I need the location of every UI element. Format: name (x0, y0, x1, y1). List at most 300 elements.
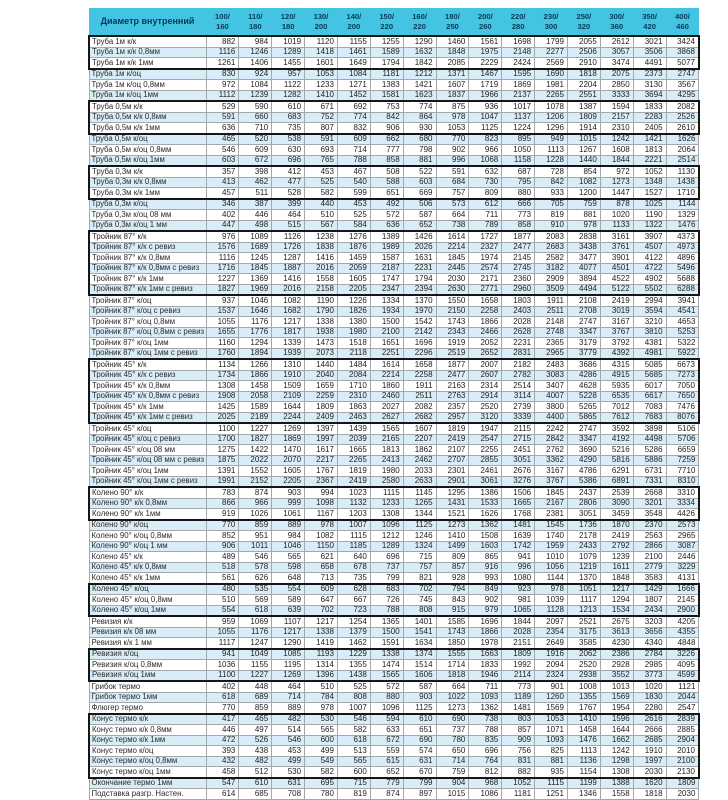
price-cell: 1607 (436, 80, 469, 91)
column-header: 160/ 220 (403, 8, 436, 36)
table-row (89, 616, 699, 627)
price-cell: 3907 (633, 231, 666, 242)
price-cell: 3019 (600, 306, 633, 317)
price-cell: 1195 (272, 660, 305, 671)
price-cell: 770 (436, 134, 469, 145)
price-cell: 4491 (633, 58, 666, 69)
price-cell: 1176 (239, 627, 272, 638)
price-cell: 1421 (633, 134, 666, 145)
price-cell: 489 (206, 552, 239, 563)
price-cell: 858 (370, 155, 403, 166)
price-cell: 2424 (502, 58, 535, 69)
row-label: Конус термо к/к 1мм (89, 735, 206, 746)
price-cell: 525 (305, 177, 338, 188)
price-cell: 2386 (600, 649, 633, 660)
price-cell: 2707 (436, 455, 469, 466)
price-cell: 1273 (436, 703, 469, 714)
price-cell: 735 (272, 123, 305, 134)
price-cell: 1827 (206, 284, 239, 295)
price-cell: 4896 (666, 253, 699, 264)
price-cell: 6291 (600, 466, 633, 477)
price-cell: 464 (272, 210, 305, 221)
price-cell: 2157 (600, 112, 633, 123)
price-cell: 984 (239, 36, 272, 47)
price-cell: 2403 (502, 306, 535, 317)
price-cell: 3594 (633, 306, 666, 317)
price-cell: 4077 (567, 263, 600, 274)
price-cell: 715 (337, 778, 370, 789)
price-cell: 696 (370, 552, 403, 563)
price-cell: 1282 (272, 90, 305, 101)
row-label: Ревизия к/оц 1мм (89, 670, 206, 681)
price-cell: 1137 (502, 112, 535, 123)
price-cell: 1908 (206, 391, 239, 402)
price-cell: 2373 (633, 69, 666, 80)
price-cell: 1271 (337, 80, 370, 91)
price-cell: 482 (239, 756, 272, 767)
price-cell: 2171 (469, 274, 502, 285)
row-label: Труба 0,3м к/оц (89, 199, 206, 210)
price-cell: 1877 (502, 231, 535, 242)
price-cell: 902 (436, 145, 469, 156)
price-cell: 398 (239, 166, 272, 177)
price-cell: 957 (272, 69, 305, 80)
price-cell: 3694 (633, 90, 666, 101)
price-cell: 937 (206, 295, 239, 306)
price-cell: 1266 (239, 359, 272, 370)
row-label: Труба 0,3м к/к 0,8мм (89, 177, 206, 188)
table-row (89, 455, 699, 466)
price-cell: 1046 (239, 295, 272, 306)
price-cell: 1115 (535, 778, 568, 789)
price-cell: 2519 (436, 348, 469, 359)
price-cell: 3767 (535, 476, 568, 487)
price-cell: 1155 (239, 660, 272, 671)
price-cell: 2354 (535, 627, 568, 638)
price-cell: 387 (239, 199, 272, 210)
price-cell: 915 (436, 605, 469, 616)
table-row (89, 231, 699, 242)
table-row (89, 498, 699, 509)
price-cell: 591 (206, 112, 239, 123)
price-cell: 1199 (567, 778, 600, 789)
price-cell: 1605 (272, 466, 305, 477)
price-cell: 784 (305, 692, 338, 703)
price-cell: 1084 (239, 80, 272, 91)
table-row (89, 263, 699, 274)
price-cell: 565 (272, 552, 305, 563)
price-cell: 773 (502, 210, 535, 221)
price-cell: 809 (436, 552, 469, 563)
table-row (89, 58, 699, 69)
price-cell: 1934 (370, 306, 403, 317)
row-label: Тройник 87° к/оц (89, 295, 206, 306)
price-cell: 1623 (403, 90, 436, 101)
price-cell: 669 (403, 188, 436, 199)
price-cell: 5122 (600, 284, 633, 295)
price-cell: 1601 (305, 58, 338, 69)
column-header: 130/ 200 (305, 8, 338, 36)
price-cell: 3347 (567, 327, 600, 338)
price-cell: 666 (502, 199, 535, 210)
price-cell: 1809 (502, 649, 535, 660)
price-cell: 901 (535, 681, 568, 692)
price-cell: 1768 (502, 509, 535, 520)
price-cell: 7273 (666, 370, 699, 381)
price-cell: 696 (272, 155, 305, 166)
price-cell: 726 (370, 595, 403, 606)
price-cell: 7012 (600, 402, 633, 413)
price-cell: 780 (305, 789, 338, 800)
table-row (89, 295, 699, 306)
price-cell: 1370 (403, 295, 436, 306)
price-cell: 3061 (469, 476, 502, 487)
price-cell: 535 (239, 584, 272, 595)
price-cell: 5706 (666, 434, 699, 445)
price-cell: 1866 (239, 370, 272, 381)
price-cell: 1747 (370, 274, 403, 285)
price-cell: 1542 (403, 317, 436, 328)
price-cell: 1086 (469, 789, 502, 800)
table-row (89, 767, 699, 778)
price-cell: 1374 (403, 649, 436, 660)
price-cell: 2514 (502, 381, 535, 392)
price-cell: 1626 (469, 509, 502, 520)
price-cell: 3792 (600, 338, 633, 349)
price-cell: 1217 (272, 627, 305, 638)
price-cell: 538 (272, 134, 305, 145)
price-cell: 1369 (239, 274, 272, 285)
price-cell: 1980 (337, 327, 370, 338)
price-cell: 1117 (567, 595, 600, 606)
price-cell: 882 (206, 36, 239, 47)
price-cell: 1714 (436, 660, 469, 671)
price-cell: 714 (272, 692, 305, 703)
price-cell: 2145 (666, 595, 699, 606)
price-cell: 1416 (305, 253, 338, 264)
price-cell: 1651 (370, 338, 403, 349)
price-cell: 1665 (337, 445, 370, 456)
price-cell: 2682 (403, 412, 436, 423)
price-cell: 1605 (337, 274, 370, 285)
price-cell: 1206 (535, 112, 568, 123)
price-cell: 1386 (469, 487, 502, 498)
price-cell: 3868 (666, 47, 699, 58)
price-cell: 549 (305, 756, 338, 767)
row-label: Тройник 45° к/оц 1мм с ревиз (89, 476, 206, 487)
price-cell: 1219 (567, 562, 600, 573)
price-cell: 2231 (502, 338, 535, 349)
price-cell: 968 (469, 778, 502, 789)
price-cell: 788 (337, 155, 370, 166)
table-row (89, 552, 699, 563)
price-cell: 3087 (666, 541, 699, 552)
price-cell: 1455 (272, 58, 305, 69)
row-label: Труба 0,5м к/к 1мм (89, 123, 206, 134)
row-label: Тройник 45° к/к 0,8мм (89, 381, 206, 392)
price-cell: 2683 (535, 242, 568, 253)
price-cell: 2296 (403, 348, 436, 359)
price-cell: 880 (370, 692, 403, 703)
price-cell: 756 (502, 746, 535, 757)
price-cell: 465 (206, 134, 239, 145)
price-cell: 1422 (239, 445, 272, 456)
price-cell: 2433 (567, 541, 600, 552)
price-cell: 3203 (633, 616, 666, 627)
price-cell: 498 (239, 220, 272, 231)
price-cell: 594 (370, 714, 403, 725)
price-cell: 2205 (337, 284, 370, 295)
price-cell: 3767 (600, 327, 633, 338)
price-cell: 621 (305, 552, 338, 563)
price-cell: 1848 (436, 47, 469, 58)
price-cell: 5253 (666, 327, 699, 338)
price-cell: 705 (535, 199, 568, 210)
price-cell: 831 (502, 756, 535, 767)
price-cell: 1974 (469, 253, 502, 264)
table-row (89, 466, 699, 477)
table-row (89, 520, 699, 531)
price-cell: 2265 (535, 90, 568, 101)
price-cell: 1227 (206, 274, 239, 285)
price-cell: 1863 (337, 402, 370, 413)
price-cell: 2685 (633, 735, 666, 746)
price-cell: 1267 (567, 145, 600, 156)
price-cell: 1010 (535, 552, 568, 563)
price-cell: 3083 (535, 370, 568, 381)
price-cell: 7683 (633, 412, 666, 423)
price-cell: 2771 (469, 284, 502, 295)
price-cell: 591 (305, 134, 338, 145)
price-cell: 1290 (272, 638, 305, 649)
price-cell: 3021 (633, 36, 666, 47)
price-cell: 1082 (305, 531, 338, 542)
column-header: 150/ 220 (370, 8, 403, 36)
price-cell: 520 (239, 134, 272, 145)
price-cell: 3362 (535, 455, 568, 466)
price-cell: 807 (305, 123, 338, 134)
price-cell: 2460 (370, 391, 403, 402)
price-cell: 526 (239, 735, 272, 746)
price-cell: 1682 (272, 306, 305, 317)
price-cell: 1461 (337, 47, 370, 58)
price-cell: 2676 (502, 466, 535, 477)
price-table (88, 8, 700, 800)
price-cell: 1740 (535, 531, 568, 542)
price-cell: 1289 (272, 47, 305, 58)
table-row (89, 327, 699, 338)
table-row (89, 756, 699, 767)
price-cell: 730 (469, 177, 502, 188)
price-cell: 1150 (305, 541, 338, 552)
price-cell: 2030 (633, 767, 666, 778)
price-cell: 3548 (633, 509, 666, 520)
price-cell: 1308 (206, 381, 239, 392)
price-cell: 1310 (272, 359, 305, 370)
price-cell: 2314 (469, 381, 502, 392)
price-cell: 1818 (436, 670, 469, 681)
price-cell: 1818 (567, 69, 600, 80)
price-cell: 546 (206, 145, 239, 156)
price-cell: 3800 (535, 402, 568, 413)
price-cell: 5816 (600, 455, 633, 466)
price-cell: 1481 (502, 520, 535, 531)
price-cell: 1527 (633, 188, 666, 199)
price-cell: 4373 (666, 231, 699, 242)
price-cell: 1329 (666, 210, 699, 221)
price-cell: 1265 (403, 498, 436, 509)
row-label: Колено 90° к/к 0,8мм (89, 498, 206, 509)
price-cell: 1015 (567, 134, 600, 145)
price-cell: 1809 (666, 778, 699, 789)
price-cell: 1071 (535, 725, 568, 736)
price-cell: 1022 (436, 692, 469, 703)
price-cell: 1743 (436, 317, 469, 328)
price-cell: 525 (337, 210, 370, 221)
price-cell: 1743 (436, 627, 469, 638)
price-cell: 5886 (633, 455, 666, 466)
price-cell: 650 (436, 746, 469, 757)
column-header: 350/ 420 (633, 8, 666, 36)
price-cell: 1552 (239, 466, 272, 477)
price-cell: 3229 (666, 562, 699, 573)
price-cell: 1447 (600, 188, 633, 199)
price-cell: 2367 (305, 476, 338, 487)
price-cell: 693 (305, 145, 338, 156)
price-cell: 959 (206, 616, 239, 627)
price-cell: 1379 (337, 627, 370, 638)
price-cell: 2182 (502, 359, 535, 370)
price-cell: 2039 (337, 434, 370, 445)
price-cell: 1696 (469, 616, 502, 627)
price-cell: 1020 (633, 681, 666, 692)
price-cell: 1910 (633, 746, 666, 757)
price-cell: 1093 (469, 692, 502, 703)
column-header: 250/ 320 (567, 8, 600, 36)
price-cell: 1346 (567, 789, 600, 800)
price-cell: 2255 (469, 445, 502, 456)
price-cell: 2265 (337, 455, 370, 466)
price-cell: 440 (305, 199, 338, 210)
price-cell: 753 (370, 101, 403, 112)
price-cell: 1362 (469, 520, 502, 531)
price-cell: 4786 (567, 466, 600, 477)
price-cell: 518 (206, 562, 239, 573)
price-cell: 1120 (305, 36, 338, 47)
price-cell: 808 (337, 692, 370, 703)
table-row (89, 210, 699, 221)
price-cell: 2806 (567, 498, 600, 509)
price-cell: 2957 (436, 412, 469, 423)
price-cell: 1026 (239, 509, 272, 520)
price-cell: 2520 (469, 402, 502, 413)
price-cell: 1997 (305, 434, 338, 445)
price-cell: 1611 (600, 562, 633, 573)
price-cell: 614 (206, 789, 239, 800)
price-cell: 993 (469, 573, 502, 584)
price-cell: 6617 (633, 391, 666, 402)
price-cell: 1247 (239, 638, 272, 649)
row-label: Тройник 87° к/к 1мм с ревиз (89, 284, 206, 295)
price-cell: 2866 (633, 541, 666, 552)
price-cell: 1155 (337, 36, 370, 47)
price-cell: 633 (370, 725, 403, 736)
price-cell: 2938 (567, 670, 600, 681)
price-cell: 3585 (567, 638, 600, 649)
price-cell: 2633 (403, 476, 436, 487)
price-cell: 3333 (600, 90, 633, 101)
price-cell: 6017 (633, 381, 666, 392)
price-cell: 1203 (337, 509, 370, 520)
price-cell: 1056 (535, 562, 568, 573)
price-cell: 1200 (567, 188, 600, 199)
price-cell: 664 (436, 681, 469, 692)
row-label: Тройник 45° к/к 1мм с ревиз (89, 412, 206, 423)
price-cell: 615 (370, 756, 403, 767)
price-cell: 2258 (469, 306, 502, 317)
price-cell: 2028 (502, 627, 535, 638)
price-cell: 393 (206, 746, 239, 757)
price-cell: 1116 (206, 47, 239, 58)
price-cell: 1860 (370, 381, 403, 392)
price-cell: 651 (370, 188, 403, 199)
price-cell: 6535 (600, 391, 633, 402)
price-cell: 2547 (469, 434, 502, 445)
price-cell: 1845 (239, 263, 272, 274)
price-cell: 1833 (633, 101, 666, 112)
price-cell: 1401 (403, 616, 436, 627)
price-cell: 1260 (535, 692, 568, 703)
price-cell: 1817 (272, 327, 305, 338)
price-cell: 554 (272, 584, 305, 595)
price-cell: 636 (370, 220, 403, 231)
price-cell: 2010 (666, 746, 699, 757)
row-label: Тройник 45° к/оц 1мм (89, 466, 206, 477)
row-label: Колено 45° к/оц 0,8мм (89, 595, 206, 606)
price-cell: 1662 (600, 735, 633, 746)
column-header: 120/ 180 (272, 8, 305, 36)
price-cell: 1049 (239, 649, 272, 660)
price-cell: 1080 (502, 573, 535, 584)
price-cell: 2831 (502, 348, 535, 359)
column-header: 300/ 360 (600, 8, 633, 36)
price-cell: 1100 (206, 670, 239, 681)
table-row (89, 188, 699, 199)
price-cell: 4315 (600, 359, 633, 370)
table-row (89, 155, 699, 166)
price-cell: 695 (305, 778, 338, 789)
table-row (89, 746, 699, 757)
price-cell: 2204 (567, 80, 600, 91)
price-cell: 1555 (436, 649, 469, 660)
price-cell: 3567 (666, 80, 699, 91)
price-cell: 1631 (403, 253, 436, 264)
price-cell: 2616 (633, 714, 666, 725)
price-cell: 1767 (567, 703, 600, 714)
price-cell: 2511 (535, 306, 568, 317)
price-cell: 1425 (206, 402, 239, 413)
price-cell: 3276 (502, 476, 535, 487)
price-cell: 5077 (666, 58, 699, 69)
price-cell: 1212 (370, 531, 403, 542)
price-cell: 4507 (633, 242, 666, 253)
table-row (89, 123, 699, 134)
price-cell: 878 (600, 199, 633, 210)
price-cell: 1919 (436, 338, 469, 349)
price-cell: 1275 (206, 445, 239, 456)
price-cell: 2062 (567, 649, 600, 660)
price-cell: 2451 (502, 445, 535, 456)
